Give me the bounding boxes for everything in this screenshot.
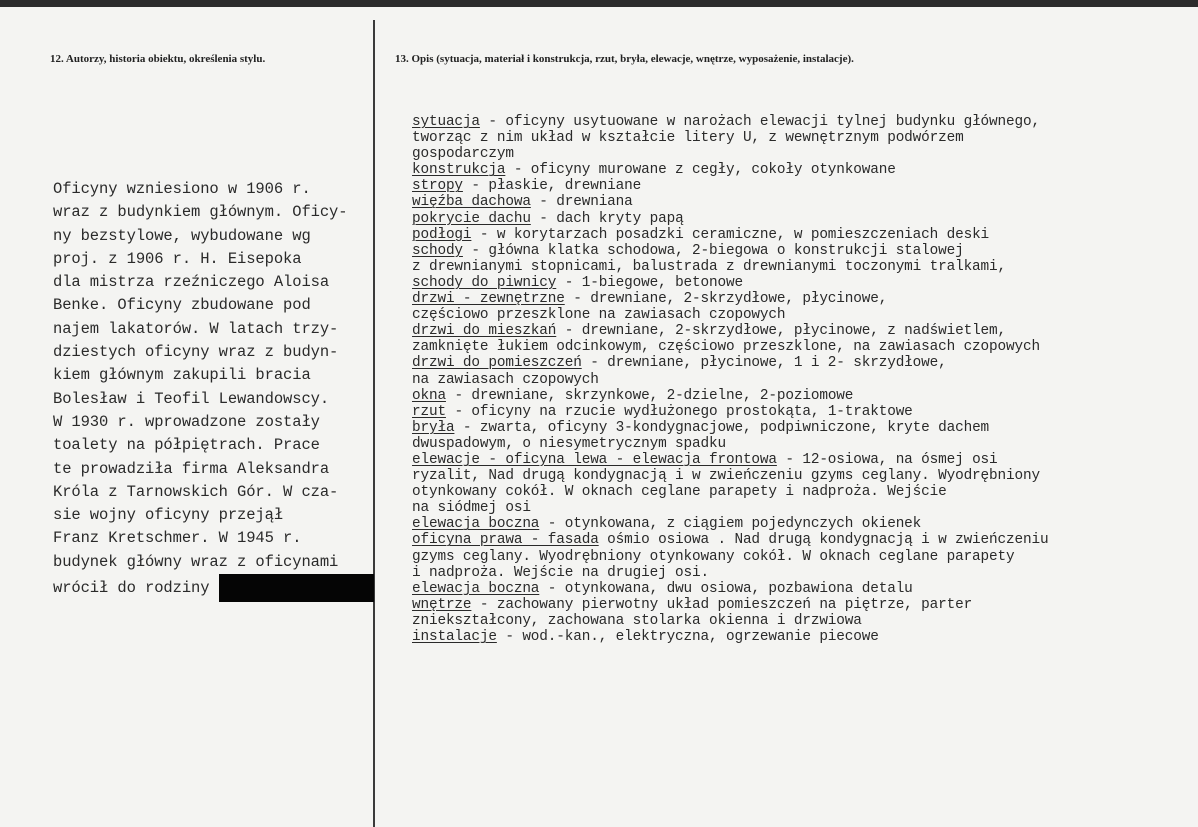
description-line-text: - w korytarzach posadzki ceramiczne, w pomieszczeniach deski bbox=[471, 226, 990, 243]
description-line bbox=[412, 500, 1192, 516]
description-line bbox=[412, 355, 1192, 371]
description-line-text: - główna klatka schodowa, 2-biegowa o konstrukcji stalowej bbox=[462, 242, 964, 259]
history-line-text: Króla z Tarnowskich Gór. W cza- bbox=[53, 482, 339, 501]
history-line-text: budynek główny wraz z oficynami bbox=[53, 552, 339, 571]
description-line bbox=[412, 516, 1192, 532]
description-keyword: okna bbox=[412, 387, 446, 404]
description-line bbox=[412, 259, 1192, 275]
description-line bbox=[412, 613, 1192, 629]
description-line bbox=[412, 211, 1192, 227]
history-line-text: wrócił do rodziny bbox=[53, 579, 210, 598]
description-line-text: gzyms ceglany. Wyodrębniony otynkowany cokół. W oknach ceglane parapety bbox=[412, 548, 1015, 565]
description-keyword: sytuacja bbox=[412, 114, 480, 130]
description-line bbox=[412, 372, 1192, 388]
description-line bbox=[412, 130, 1192, 146]
description-line-text: - otynkowana, z ciągiem pojedynczych okienek bbox=[539, 516, 922, 533]
description-line-text: zamknięte łukiem odcinkowym, częściowo przeszklone, na zawiasach czopowych bbox=[412, 339, 1040, 356]
history-line bbox=[53, 481, 373, 504]
description-line-text: ryzalit, Nad drugą kondygnacją i w zwieńczeniu gzyms ceglany. Wyodrębniony bbox=[412, 468, 1040, 485]
description-line bbox=[412, 227, 1192, 243]
history-line bbox=[53, 458, 373, 481]
description-keyword: drzwi - zewnętrzne bbox=[412, 291, 565, 308]
description-line-text: - 12-osiowa, na ósmej osi bbox=[776, 451, 998, 468]
description-line-text: - dach kryty papą bbox=[530, 210, 684, 227]
description-line-text: - drewniane, 2-skrzydłowe, płycinowe, bbox=[564, 291, 888, 308]
history-text bbox=[53, 178, 373, 597]
description-line bbox=[412, 452, 1192, 468]
description-line bbox=[412, 629, 1192, 645]
description-line-text: tworząc z nim układ w kształcie litery U, z wewnętrznym podwórzem bbox=[412, 130, 964, 147]
history-line bbox=[53, 271, 373, 294]
description-line-text: - oficyny murowane z cegły, cokoły otynkowane bbox=[505, 162, 896, 179]
description-text bbox=[412, 114, 1192, 645]
description-keyword: drzwi do pomieszczeń bbox=[412, 355, 582, 372]
description-line-text: częściowo przeszklone na zawiasach czopowych bbox=[412, 307, 786, 324]
history-line bbox=[53, 504, 373, 527]
history-line bbox=[53, 225, 373, 248]
description-keyword: podłogi bbox=[412, 226, 472, 243]
description-line-text: z drewnianymi stopnicami, balustrada z drewnianymi toczonymi tralkami, bbox=[412, 258, 1007, 275]
description-line-text: - zwarta, oficyny 3-kondygnacjowe, podpiwniczone, kryte dachem bbox=[454, 419, 990, 436]
description-line bbox=[412, 468, 1192, 484]
description-line bbox=[412, 420, 1192, 436]
history-line bbox=[53, 318, 373, 341]
description-line-text: zniekształcony, zachowana stolarka okienna i drzwiowa bbox=[412, 612, 862, 629]
history-line bbox=[53, 411, 373, 434]
history-line-text: proj. z 1906 r. H. Eisepoka bbox=[53, 249, 302, 268]
description-line-text: gospodarczym bbox=[412, 146, 514, 163]
history-line-text: wraz z budynkiem głównym. Oficy- bbox=[53, 203, 348, 222]
history-line-text: Bolesław i Teofil Lewandowscy. bbox=[53, 389, 330, 408]
description-line-text: - drewniana bbox=[530, 194, 633, 211]
description-line bbox=[412, 565, 1192, 581]
description-line-text: ośmio osiowa . Nad drugą kondygnacją i w zwieńczeniu bbox=[598, 532, 1049, 549]
description-line bbox=[412, 178, 1192, 194]
description-keyword: konstrukcja bbox=[412, 162, 506, 179]
description-line-text: na siódmej osi bbox=[412, 500, 531, 517]
description-line-text: - wod.-kan., elektryczna, ogrzewanie piecowe bbox=[496, 629, 879, 645]
description-line bbox=[412, 339, 1192, 355]
description-line bbox=[412, 291, 1192, 307]
description-line bbox=[412, 194, 1192, 210]
description-keyword: elewacja boczna bbox=[412, 580, 540, 597]
description-line bbox=[412, 597, 1192, 613]
description-line-text: - oficyny usytuowane w narożach elewacji tylnej budynku głównego, bbox=[479, 114, 1040, 130]
description-keyword: pokrycie dachu bbox=[412, 210, 531, 227]
description-line bbox=[412, 162, 1192, 178]
description-keyword: wnętrze bbox=[412, 596, 472, 613]
scan-edge bbox=[0, 0, 1198, 7]
description-keyword: elewacja boczna bbox=[412, 516, 540, 533]
history-line-text: sie wojny oficyny przejął bbox=[53, 506, 284, 525]
description-line bbox=[412, 436, 1192, 452]
history-line bbox=[53, 388, 373, 411]
section-12-heading: 12. Autorzy, historia obiektu, określenia stylu. bbox=[50, 53, 266, 65]
history-line bbox=[53, 364, 373, 387]
history-line-text: te prowadziła firma Aleksandra bbox=[53, 459, 330, 478]
history-line-text: toalety na półpiętrach. Prace bbox=[53, 436, 320, 455]
description-line-text: otynkowany cokół. W oknach ceglane parapety i nadproża. Wejście bbox=[412, 484, 947, 501]
description-line bbox=[412, 146, 1192, 162]
description-line-text: dwuspadowym, o niesymetrycznym spadku bbox=[412, 435, 726, 452]
description-line-text: - drewniane, płycinowe, 1 i 2- skrzydłowe, bbox=[581, 355, 947, 372]
description-line bbox=[412, 484, 1192, 500]
section-13-heading: 13. Opis (sytuacja, materiał i konstrukcja, rzut, bryła, elewacje, wnętrze, wyposażenie, instalacje). bbox=[395, 53, 854, 65]
history-line-text: Franz Kretschmer. W 1945 r. bbox=[53, 529, 302, 548]
history-line bbox=[53, 248, 373, 271]
history-line bbox=[53, 294, 373, 317]
description-line-text: - drewniane, 2-skrzydłowe, płycinowe, z nadświetlem, bbox=[556, 323, 1007, 340]
description-line bbox=[412, 275, 1192, 291]
description-keyword: bryła bbox=[412, 419, 455, 436]
description-keyword: schody do piwnicy bbox=[412, 274, 557, 291]
description-line-text: na zawiasach czopowych bbox=[412, 371, 599, 388]
history-line-text: dla mistrza rzeźniczego Aloisa bbox=[53, 273, 330, 292]
history-line-text: W 1930 r. wprowadzone zostały bbox=[53, 412, 320, 431]
history-line bbox=[53, 434, 373, 457]
description-keyword: więźba dachowa bbox=[412, 194, 531, 211]
redaction-bar bbox=[219, 574, 374, 602]
description-keyword: instalacje bbox=[412, 629, 497, 645]
history-line-text: dziestych oficyny wraz z budyn- bbox=[53, 343, 339, 362]
history-line-text: kiem głównym zakupili bracia bbox=[53, 366, 311, 385]
description-line-text: - oficyny na rzucie wydłużonego prostokąta, 1-traktowe bbox=[445, 403, 913, 420]
description-line-text: - drewniane, skrzynkowe, 2-dzielne, 2-poziomowe bbox=[445, 387, 854, 404]
history-line bbox=[53, 341, 373, 364]
history-line bbox=[53, 574, 373, 597]
history-line-text: Oficyny wzniesiono w 1906 r. bbox=[53, 180, 311, 198]
description-line bbox=[412, 581, 1192, 597]
column-divider bbox=[373, 20, 375, 827]
description-line-text: i nadproża. Wejście na drugiej osi. bbox=[412, 564, 710, 581]
description-line-text: - płaskie, drewniane bbox=[462, 178, 642, 195]
history-line-text: najem lakatorów. W latach trzy- bbox=[53, 319, 339, 338]
description-keyword: stropy bbox=[412, 178, 463, 195]
description-line bbox=[412, 323, 1192, 339]
description-keyword: elewacje - oficyna lewa - elewacja frontowa bbox=[412, 451, 777, 468]
description-line bbox=[412, 532, 1192, 548]
description-line bbox=[412, 549, 1192, 565]
description-line bbox=[412, 388, 1192, 404]
history-line-text: Benke. Oficyny zbudowane pod bbox=[53, 296, 311, 315]
description-line-text: - otynkowana, dwu osiowa, pozbawiona detalu bbox=[539, 580, 913, 597]
description-line-text: - 1-biegowe, betonowe bbox=[556, 274, 743, 291]
description-keyword: rzut bbox=[412, 403, 446, 420]
description-line-text: - zachowany pierwotny układ pomieszczeń na piętrze, parter bbox=[471, 596, 973, 613]
history-line-text: ny bezstylowe, wybudowane wg bbox=[53, 226, 311, 245]
history-line bbox=[53, 527, 373, 550]
description-line bbox=[412, 307, 1192, 323]
history-line bbox=[53, 201, 373, 224]
description-keyword: drzwi do mieszkań bbox=[412, 323, 557, 340]
history-line bbox=[53, 178, 373, 201]
description-keyword: schody bbox=[412, 242, 463, 259]
description-line bbox=[412, 404, 1192, 420]
history-line bbox=[53, 551, 373, 574]
description-line bbox=[412, 243, 1192, 259]
description-line bbox=[412, 114, 1192, 130]
description-keyword: oficyna prawa - fasada bbox=[412, 532, 599, 549]
